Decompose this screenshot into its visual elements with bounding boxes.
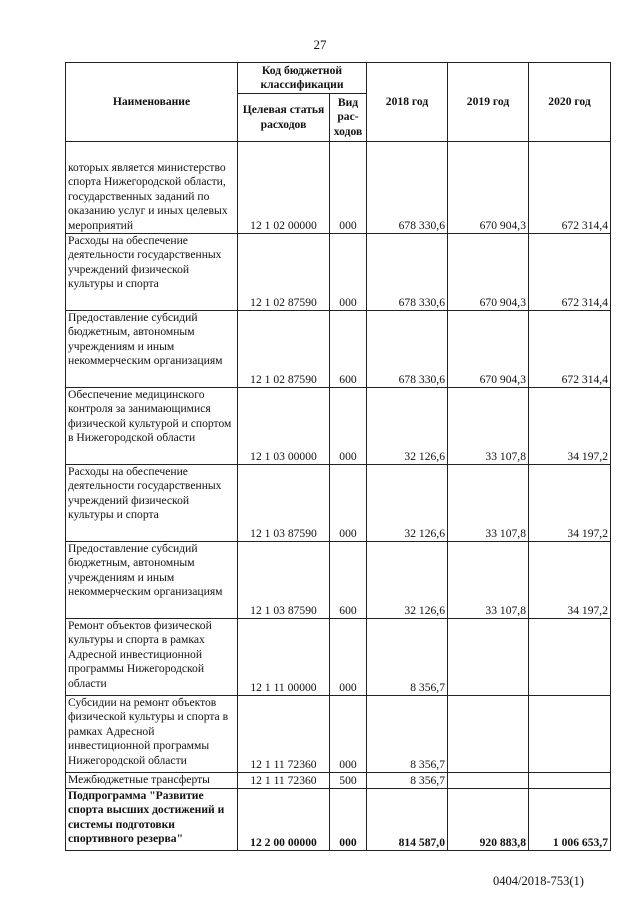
row-2018: 678 330,6	[367, 311, 448, 388]
table-row	[66, 142, 611, 234]
row-2019	[448, 773, 529, 789]
page-number: 27	[313, 37, 327, 52]
header-2020: 2020 год	[529, 63, 611, 142]
row-2018: 32 126,6	[367, 388, 448, 465]
row-code: 12 1 03 87590	[238, 542, 330, 619]
row-2020: 672 314,4	[529, 234, 611, 311]
row-code: 12 1 03 87590	[238, 465, 330, 542]
table-row	[66, 619, 611, 696]
row-2019: 33 107,8	[448, 388, 529, 465]
row-name: Субсидии на ремонт объектов физической культуры и спорта в рамках Адресной инвестиционной программы Нижегородской области	[66, 696, 238, 773]
header-budget-code: Код бюджетной классификации	[238, 63, 367, 94]
header-2019: 2019 год	[448, 63, 529, 142]
row-name: Ремонт объектов физической культуры и спорта в рамках Адресной инвестиционной программы Нижегородской области	[66, 619, 238, 696]
row-2018: 678 330,6	[367, 142, 448, 234]
row-2019: 33 107,8	[448, 542, 529, 619]
row-code: 12 1 11 00000	[238, 619, 330, 696]
table-row	[66, 234, 611, 311]
table-row	[66, 388, 611, 465]
document-code: 0404/2018-753(1)	[493, 874, 584, 888]
row-expense-type: 000	[330, 619, 367, 696]
row-name: Расходы на обеспечение деятельности государственных учреждений физической культуры и спорта	[66, 234, 238, 311]
table-row	[66, 773, 611, 789]
row-expense-type: 000	[330, 234, 367, 311]
row-name: Предоставление субсидий бюджетным, автономным учреждениям и иным некоммерческим организациям	[66, 542, 238, 619]
row-2020: 34 197,2	[529, 542, 611, 619]
row-code: 12 1 02 87590	[238, 311, 330, 388]
row-name: Межбюджетные трансферты	[66, 773, 238, 789]
row-2019: 670 904,3	[448, 234, 529, 311]
header-expense-type: Вид рас-ходов	[330, 94, 367, 142]
row-2019	[448, 696, 529, 773]
row-expense-type: 600	[330, 311, 367, 388]
header-2018: 2018 год	[367, 63, 448, 142]
row-2018: 814 587,0	[367, 789, 448, 851]
row-2020: 34 197,2	[529, 465, 611, 542]
budget-table	[65, 62, 611, 851]
row-code: 12 1 11 72360	[238, 696, 330, 773]
row-code: 12 1 11 72360	[238, 773, 330, 789]
row-name: которых является министерство спорта Нижегородской области, государственных заданий по оказанию услуг и иных целевых мероприятий	[66, 142, 238, 234]
row-code: 12 1 02 00000	[238, 142, 330, 234]
row-expense-type: 000	[330, 789, 367, 851]
row-code: 12 2 00 00000	[238, 789, 330, 851]
row-2020	[529, 619, 611, 696]
row-2018: 678 330,6	[367, 234, 448, 311]
row-2020	[529, 696, 611, 773]
header-name: Наименование	[66, 63, 238, 142]
table-row	[66, 465, 611, 542]
row-2020: 672 314,4	[529, 311, 611, 388]
table-row	[66, 542, 611, 619]
row-expense-type: 600	[330, 542, 367, 619]
row-2020: 34 197,2	[529, 388, 611, 465]
row-expense-type: 000	[330, 142, 367, 234]
row-2018: 32 126,6	[367, 465, 448, 542]
row-2019: 670 904,3	[448, 142, 529, 234]
table-row	[66, 311, 611, 388]
table-row	[66, 789, 611, 851]
row-2018: 8 356,7	[367, 773, 448, 789]
row-2018: 32 126,6	[367, 542, 448, 619]
row-expense-type: 500	[330, 773, 367, 789]
row-expense-type: 000	[330, 696, 367, 773]
row-2019: 33 107,8	[448, 465, 529, 542]
row-2020: 672 314,4	[529, 142, 611, 234]
row-code: 12 1 02 87590	[238, 234, 330, 311]
row-name: Расходы на обеспечение деятельности государственных учреждений физической культуры и спорта	[66, 465, 238, 542]
row-2018: 8 356,7	[367, 696, 448, 773]
row-name: Предоставление субсидий бюджетным, автономным учреждениям и иным некоммерческим организациям	[66, 311, 238, 388]
row-2020	[529, 773, 611, 789]
row-code: 12 1 03 00000	[238, 388, 330, 465]
table-row	[66, 696, 611, 773]
row-2019: 670 904,3	[448, 311, 529, 388]
row-2020: 1 006 653,7	[529, 789, 611, 851]
row-expense-type: 000	[330, 465, 367, 542]
header-target-article: Целевая статья расходов	[238, 94, 330, 142]
row-name: Подпрограмма "Развитие спорта высших достижений и системы подготовки спортивного резерва"	[66, 789, 238, 851]
row-name: Обеспечение медицинского контроля за занимающимися физической культурой и спортом в Нижегородской области	[66, 388, 238, 465]
row-expense-type: 000	[330, 388, 367, 465]
row-2019: 920 883,8	[448, 789, 529, 851]
row-2018: 8 356,7	[367, 619, 448, 696]
row-2019	[448, 619, 529, 696]
